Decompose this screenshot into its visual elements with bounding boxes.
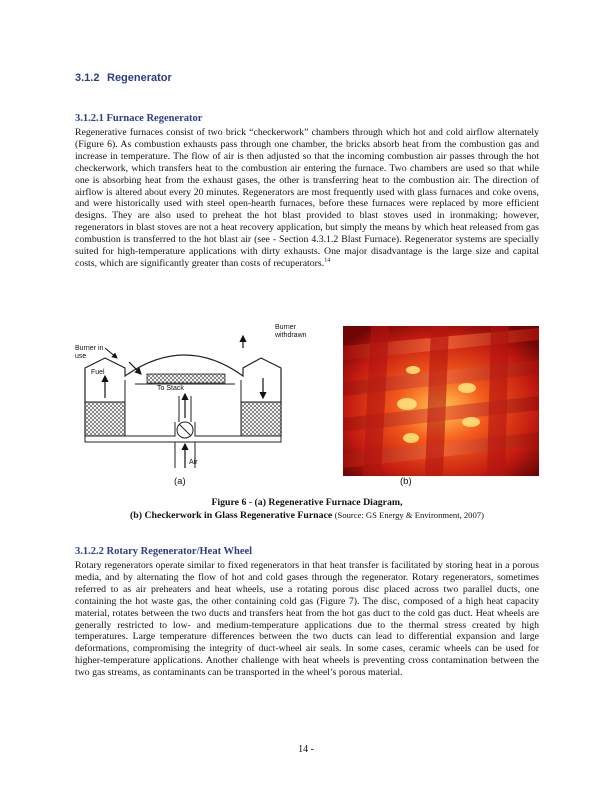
paragraph-furnace-regenerator [75,127,539,270]
paragraph-rotary-regenerator: Rotary regenerators operate similar to fixed regenerators in that heat transfer is facilitated by storing heat in a porous media, and by alternating the flow of hot and cold gases through the regenerator. Rotary regenerators, sometimes referred to as air preheaters and heat wheels, use a rotating porous disc placed across two parallel ducts, one containing the hot waste gas, the other containing cold gas (Figure 7). The disc, composed of a high heat capacity material, rotates between the two ducts and transfers heat from the hot gas duct to the cold gas duct. Heat wheels are generally restricted to low- and medium-temperature applications due to the thermal stress created by high temperatures. Large temperature differences between the two ducts can lead to differential expansion and large deformations, compromising the integrity of duct-wheel air seals. In some cases, ceramic wheels can be used for higher-temperature applications. Another challenge with heat wheels is preventing cross contamination between the two gas streams, as contaminants can be transported in the wheel’s porous material. [75,560,539,679]
sublabel-b: (b) [400,476,412,487]
label-air: Air [189,459,198,466]
paragraph-text: Regenerative furnaces consist of two brick “checkerwork” chambers through which hot and cold airflow alternately (Figure 6). As combustion exhausts pass through one chamber, the bricks absorb heat from the combustion gas and increase in temperature. The flow of air is then adjusted so that the incoming combustion air passes through the hot checkerwork, which transfers heat to the combustion air entering the furnace. Two chambers are used so that while one is absorbing heat from the exhaust gases, the other is transferring heat to the combustion air. The direction of airflow is altered about every 20 minutes. Regenerators are most frequently used with glass furnaces and coke ovens, and were historically used with steel open-hearth furnaces, before these furnaces were replaced by more efficient designs. They are also used to preheat the hot blast provided to blast stoves used in ironmaking; however, regenerators in blast stoves are not a heat recovery application, but simply the means by which heat released from gas combustion is transferred to the hot blast air (see - Section 4.3.1.2 Blast Furnace). Regenerator systems are specially suited for high-temperature applications with dirty exhausts. One major disadvantage is the large size and capital costs, which are significantly greater than costs of recuperators. [75,127,539,269]
checkerwork-photo [343,326,539,476]
caption-line-1: Figure 6 - (a) Regenerative Furnace Diagram, [211,497,403,508]
regenerative-furnace-diagram [75,318,315,490]
label-to-stack: To Stack [157,385,184,392]
glass-bath [147,374,225,383]
label-burner-withdrawn-1: Burner [275,324,297,331]
page-number: 14 - [298,744,314,755]
section-heading [75,72,172,84]
caption-line-2: (b) Checkerwork in Glass Regenerative Furnace (Source: GS Energy & Environment, 2007) [130,510,484,521]
subsection-heading-furnace-regenerator: 3.1.2.1 Furnace Regenerator [75,113,203,124]
figure-caption [75,497,539,522]
label-burner-in-use-1: Burner in [75,345,104,352]
label-fuel: Fuel [91,369,105,376]
section-title: Regenerator [107,72,172,84]
right-checkerwork-chamber [241,402,281,436]
section-number: 3.1.2 [75,72,100,84]
sublabel-a: (a) [174,476,186,487]
caption-source: (Source: GS Energy & Environment, 2007) [334,510,484,520]
figure-6 [75,318,539,490]
footnote-ref: 14 [324,257,331,264]
subsection-heading-rotary-regenerator: 3.1.2.2 Rotary Regenerator/Heat Wheel [75,546,253,557]
label-burner-withdrawn-2: withdrawn [275,332,307,339]
label-burner-in-use-2: use [75,353,87,360]
left-checkerwork-chamber [85,402,125,436]
